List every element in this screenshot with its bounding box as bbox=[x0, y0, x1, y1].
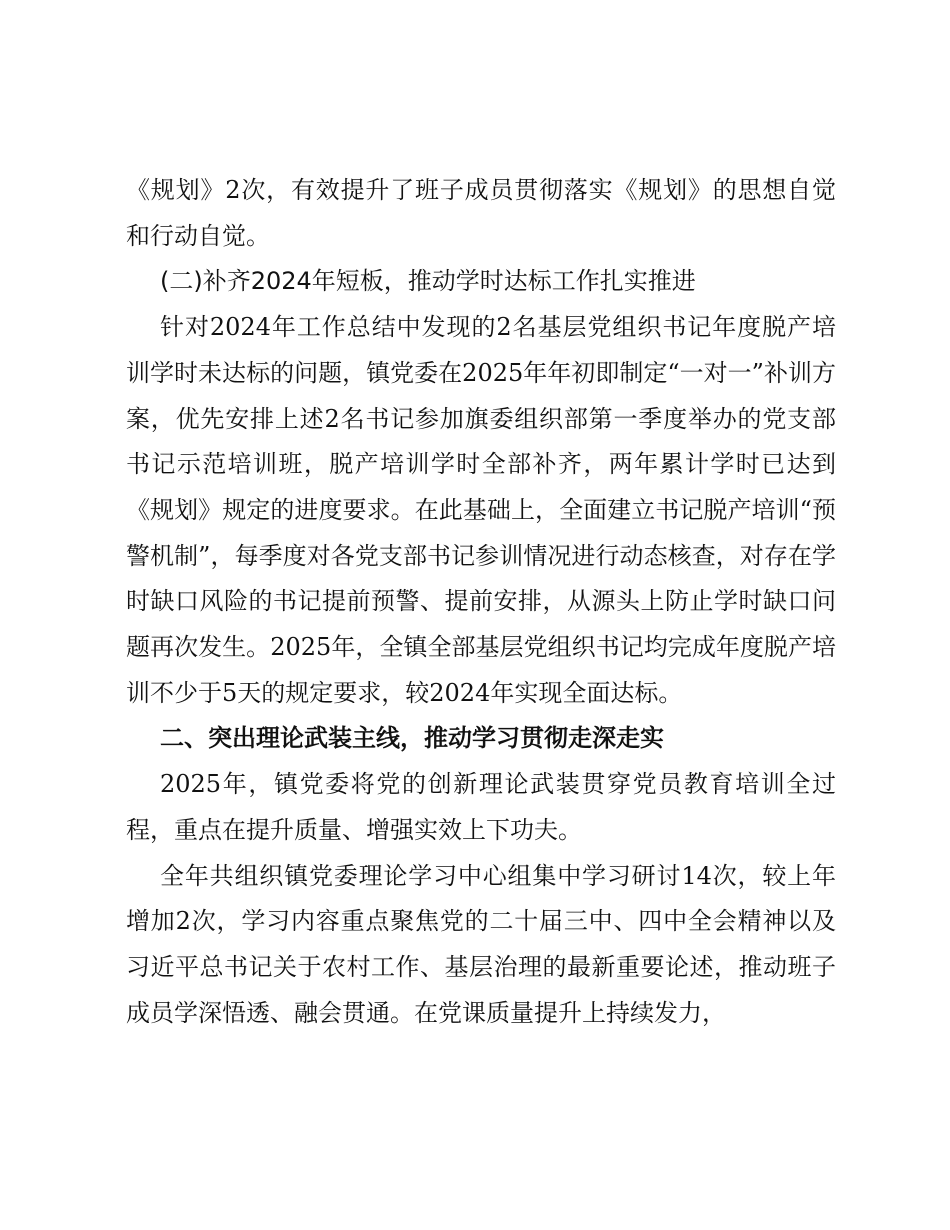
section-heading: 二、突出理论武装主线，推动学习贯彻走深走实 bbox=[160, 724, 664, 753]
paragraph-theory-overview: 2025年，镇党委将党的创新理论武装贯穿党员教育培训全过程，重点在提升质量、增强实效上下功夫。 bbox=[126, 770, 836, 844]
sub-section-heading: (二)补齐2024年短板，推动学时达标工作扎实推进 bbox=[160, 267, 696, 296]
paragraph-continuation: 《规划》2次，有效提升了班子成员贯彻落实《规划》的思想自觉和行动自觉。 bbox=[126, 176, 836, 250]
paragraph-study-sessions: 全年共组织镇党委理论学习中心组集中学习研讨14次，较上年增加2次，学习内容重点聚焦党的二十届三中、四中全会精神以及习近平总书记关于农村工作、基层治理的最新重要论述，推动班子成员学深悟透、融会贯通。在党课质量提升上持续发力， bbox=[126, 861, 836, 1027]
document-body bbox=[126, 168, 836, 1036]
paragraph-training-hours: 针对2024年工作总结中发现的2名基层党组织书记年度脱产培训学时未达标的问题，镇党委在2025年年初即制定“一对一”补训方案，优先安排上述2名书记参加旗委组织部第一季度举办的党支部书记示范培训班，脱产培训学时全部补齐，两年累计学时已达到《规划》规定的进度要求。在此基础上，全面建立书记脱产培训“预警机制”，每季度对各党支部书记参训情况进行动态核查，对存在学时缺口风险的书记提前预警、提前安排，从源头上防止学时缺口问题再次发生。2025年，全镇全部基层党组织书记均完成年度脱产培训不少于5天的规定要求，较2024年实现全面达标。 bbox=[126, 313, 836, 707]
